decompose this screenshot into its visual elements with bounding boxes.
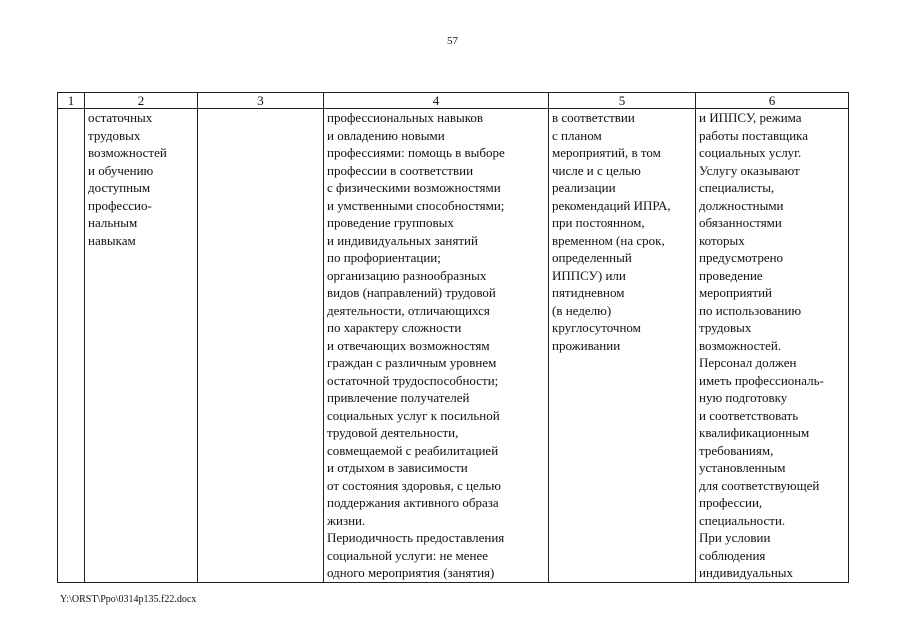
cell-text-line: возможностей [88, 145, 167, 160]
column-header: 6 [696, 93, 849, 109]
cell-text-line: рекомендаций ИПРА, [552, 197, 671, 213]
cell-text-line: одного мероприятия (занятия) [327, 565, 495, 580]
cell-text-line: трудовых [88, 127, 141, 143]
cell-text-line: пятидневном [552, 285, 625, 300]
cell-text-line: трудовых [699, 320, 752, 335]
cell-text-line: возможностей. [699, 337, 782, 353]
table-cell-col5 [549, 109, 696, 583]
cell-text-line: соблюдения [699, 547, 766, 563]
cell-text-line: и отдыхом в зависимости [327, 460, 468, 475]
page-number: 57 [447, 35, 458, 47]
cell-text-line: поддержания активного образа [327, 495, 499, 510]
cell-text-line: которых [699, 232, 745, 248]
cell-text-line: социальных услуг к посильной [327, 407, 500, 423]
cell-text-line: профессиональных навыков [327, 110, 484, 125]
cell-text-line: обязанностями [699, 215, 782, 230]
table-cell-col2 [85, 109, 198, 583]
cell-text-line: временном (на срок, [552, 232, 665, 248]
cell-text-line: видов (направлений) трудовой [327, 285, 496, 300]
cell-text-line: круглосуточном [552, 320, 641, 335]
document-table [57, 92, 849, 583]
cell-text-line: нальным [88, 215, 138, 230]
cell-text-line: жизни. [327, 512, 366, 528]
cell-text-line: социальных услуг. [699, 145, 802, 160]
cell-text-line: и отвечающих возможностям [327, 337, 490, 353]
cell-text-line: и индивидуальных занятий [327, 232, 478, 248]
column-header: 1 [58, 93, 85, 109]
cell-text-line: привлечение получателей [327, 390, 470, 405]
cell-text-line: граждан с различным уровнем [327, 355, 497, 370]
cell-text-line: требованиям, [699, 442, 774, 458]
cell-text-line: работы поставщика [699, 127, 809, 143]
cell-text-line: специальности. [699, 512, 786, 528]
cell-text-line: проведение групповых [327, 215, 454, 230]
cell-text-line: при постоянном, [552, 215, 645, 230]
table-cell-col4 [324, 109, 549, 583]
column-header: 2 [85, 93, 198, 109]
cell-text-line: определенный [552, 250, 632, 265]
cell-text-line: с планом [552, 127, 602, 143]
cell-text-line: мероприятий [699, 285, 772, 300]
cell-text-line: иметь профессиональ- [699, 372, 824, 388]
cell-text-line: ную подготовку [699, 390, 788, 405]
cell-text-line: числе и с целью [552, 162, 641, 178]
cell-text-line: индивидуальных [699, 565, 794, 580]
cell-text-line: и обучению [88, 162, 154, 178]
cell-text-line: от состояния здоровья, с целью [327, 477, 501, 493]
cell-text-line: остаточной трудоспособности; [327, 372, 499, 388]
cell-text-line: профессии в соответствии [327, 162, 474, 178]
cell-text-line: социальной услуги: не менее [327, 547, 489, 563]
cell-text-line: и овладению новыми [327, 127, 445, 143]
cell-text-line: проживании [552, 337, 621, 353]
cell-text-line: Услугу оказывают [699, 162, 800, 178]
cell-text-line: ИППСУ) или [552, 267, 626, 283]
cell-text-line: навыкам [88, 232, 136, 248]
column-header: 5 [549, 93, 696, 109]
cell-text-line: для соответствующей [699, 477, 820, 493]
table-header-row [58, 93, 849, 109]
cell-text-line: проведение [699, 267, 763, 283]
table-cell-col6 [696, 109, 849, 583]
cell-text-line: совмещаемой с реабилитацией [327, 442, 499, 458]
cell-text-line: должностными [699, 197, 784, 213]
cell-text-line: деятельности, отличающихся [327, 302, 490, 318]
cell-text-line: по характеру сложности [327, 320, 462, 335]
cell-text-line: трудовой деятельности, [327, 425, 459, 440]
cell-text-line: доступным [88, 180, 151, 195]
cell-text-line: в соответствии [552, 110, 635, 125]
cell-text-line: Персонал должен [699, 355, 797, 370]
cell-text-line: установленным [699, 460, 786, 475]
cell-text-line: (в неделю) [552, 302, 612, 318]
cell-text-line: по профориентации; [327, 250, 441, 265]
cell-text-line: профессиями: помощь в выборе [327, 145, 505, 160]
cell-text-line: и соответствовать [699, 407, 799, 423]
cell-text-line: по использованию [699, 302, 802, 318]
table-cell-col3 [198, 109, 324, 583]
cell-text-line: квалификационным [699, 425, 810, 440]
cell-text-line: При условии [699, 530, 771, 545]
column-header: 4 [324, 93, 549, 109]
cell-text-line: профессии, [699, 495, 763, 510]
cell-text-line: реализации [552, 180, 616, 195]
file-path-footer: Y:\ORST\Ppo\0314p135.f22.docx [60, 594, 197, 605]
column-header: 3 [198, 93, 324, 109]
cell-text-line: специалисты, [699, 180, 775, 195]
cell-text-line: организацию разнообразных [327, 267, 487, 283]
cell-text-line: Периодичность предоставления [327, 530, 505, 545]
cell-text-line: предусмотрено [699, 250, 784, 265]
cell-text-line: с физическими возможностями [327, 180, 501, 195]
cell-text-line: мероприятий, в том [552, 145, 661, 160]
cell-text-line: и умственными способностями; [327, 197, 505, 213]
cell-text-line: профессио- [88, 197, 152, 213]
table-row [58, 109, 849, 583]
cell-text-line: остаточных [88, 110, 153, 125]
table-cell-col1 [58, 109, 85, 583]
cell-text-line: и ИППСУ, режима [699, 110, 802, 125]
